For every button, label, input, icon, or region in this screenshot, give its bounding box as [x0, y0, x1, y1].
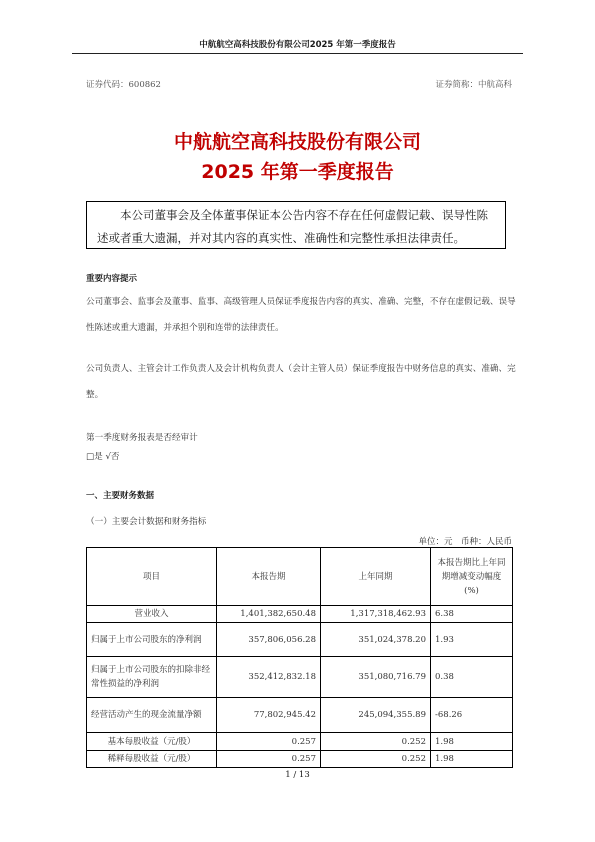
currency-unit: 单位：元 币种：人民币 [418, 537, 512, 547]
row-current: 357,806,056.28 [217, 623, 321, 657]
page-number: 1 / 13 [285, 770, 310, 780]
audit-answer: □是 √否 [86, 452, 120, 462]
section-main-financial-data: 一、主要财务数据 [86, 491, 155, 501]
col-header-current: 本报告期 [217, 548, 321, 606]
row-current: 0.257 [217, 751, 321, 768]
table-row [87, 733, 513, 751]
table-row [87, 606, 513, 623]
row-prior: 351,080,716.79 [321, 657, 431, 698]
table-header-row [87, 548, 513, 606]
col-header-prior: 上年同期 [321, 548, 431, 606]
key-tips-heading: 重要内容提示 [86, 274, 138, 284]
row-change: 0.38 [431, 657, 513, 698]
row-item: 归属于上市公司股东的净利润 [87, 623, 217, 657]
row-current: 77,802,945.42 [217, 698, 321, 733]
row-change: 1.93 [431, 623, 513, 657]
row-change: 1.98 [431, 733, 513, 751]
report-title-period: 2025 年第一季度报告 [201, 161, 394, 183]
page-header: 中航航空高科技股份有限公司2025 年第一季度报告 [199, 40, 396, 50]
board-guarantee-notice: 本公司董事会及全体董事保证本公告内容不存在任何虚假记载、误导性陈述或者重大遗漏，并对其内容的真实性、准确性和完整性承担法律责任。 [86, 201, 506, 249]
row-current: 0.257 [217, 733, 321, 751]
row-item: 稀释每股收益（元/股） [87, 751, 217, 768]
row-change: -68.26 [431, 698, 513, 733]
row-prior: 1,317,318,462.93 [321, 606, 431, 623]
table-row [87, 657, 513, 698]
row-prior: 351,024,378.20 [321, 623, 431, 657]
key-tips-paragraph-2: 公司负责人、主管会计工作负责人及会计机构负责人（会计主管人员）保证季度报告中财务信息的真实、准确、完整。 [86, 364, 516, 400]
report-title-company: 中航航空高科技股份有限公司 [173, 131, 421, 153]
row-item: 营业收入 [87, 606, 217, 623]
header-rule [72, 53, 523, 54]
key-tips-paragraph-1: 公司董事会、监事会及董事、监事、高级管理人员保证季度报告内容的真实、准确、完整，不存在虚假记载、误导性陈述或重大遗漏，并承担个别和连带的法律责任。 [86, 297, 516, 333]
row-prior: 0.252 [321, 751, 431, 768]
row-item: 经营活动产生的现金流量净额 [87, 698, 217, 733]
table-row [87, 623, 513, 657]
row-current: 352,412,832.18 [217, 657, 321, 698]
table-row [87, 751, 513, 768]
row-change: 1.98 [431, 751, 513, 768]
security-code: 证券代码：600862 [86, 80, 161, 90]
row-prior: 0.252 [321, 733, 431, 751]
row-change: 6.38 [431, 606, 513, 623]
row-current: 1,401,382,650.48 [217, 606, 321, 623]
row-prior: 245,094,355.89 [321, 698, 431, 733]
audit-question: 第一季度财务报表是否经审计 [86, 433, 198, 443]
financial-indicators-table [86, 547, 513, 768]
col-header-item: 项目 [87, 548, 217, 606]
row-item: 归属于上市公司股东的扣除非经常性损益的净利润 [87, 657, 217, 698]
security-short-name: 证券简称：中航高科 [435, 80, 512, 90]
sub-heading-accounting-data: （一）主要会计数据和财务指标 [86, 517, 207, 527]
table-row [87, 698, 513, 733]
row-item: 基本每股收益（元/股） [87, 733, 217, 751]
col-header-change: 本报告期比上年同期增减变动幅度(%) [431, 548, 513, 606]
